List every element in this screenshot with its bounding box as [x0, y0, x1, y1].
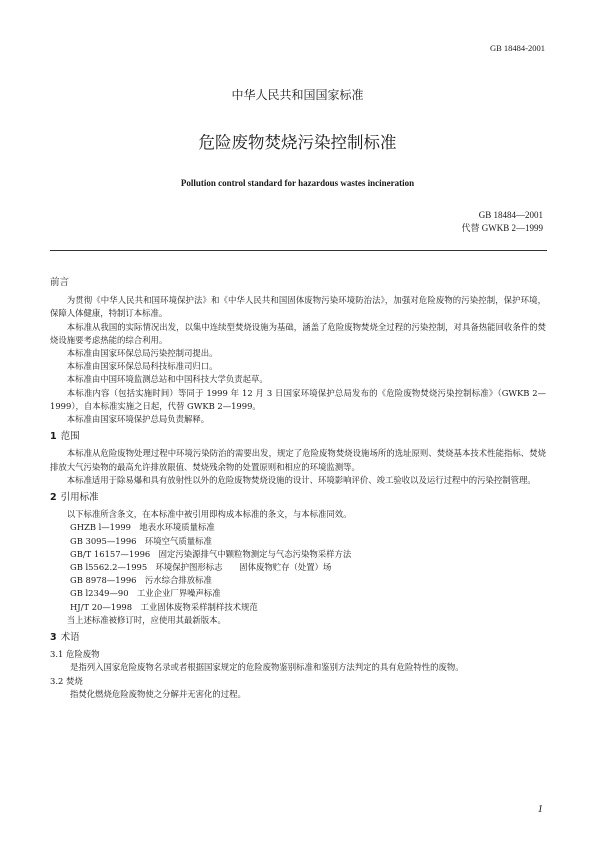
section-1-paragraph: 本标准从危险废物处理过程中环境污染防治的需要出发，规定了危险废物焚烧设施场所的选址原则、焚烧基本技术性能指标、焚烧排放大气污染物的最高允许排放限值、焚烧残余物的处置原则和相应的环境监测等。 [50, 448, 546, 472]
standard-code: GB 18484—2001 [478, 210, 543, 220]
section-number: 3 [50, 632, 57, 644]
foreword-paragraph: 本标准由国家环保总局科技标准司归口。 [66, 361, 218, 372]
foreword-paragraph: 本标准由国家环境保护总局负责解释。 [66, 414, 210, 425]
standard-code-block [462, 209, 544, 235]
section-title: 范围 [60, 431, 80, 443]
reference-item: GB l5562.2—1995 环境保护图形标志 固体废物贮存（处置）场 [70, 562, 332, 573]
document-title-en: Pollution control standard for hazardous wastes incineration [180, 178, 415, 188]
section-2-intro: 以下标准所含条文，在本标准中被引用即构成本标准的条文，与本标准同效。 [66, 509, 352, 520]
foreword-paragraph: 本标准由中国环境监测总站和中国科技大学负责起草。 [66, 374, 268, 385]
section-title: 引用标准 [60, 492, 99, 504]
section-title: 术语 [60, 632, 80, 644]
section-2-outro: 当上述标准被修订时，应使用其最新版本。 [66, 614, 226, 625]
foreword-paragraph: 本标准由国家环保总局污染控制司提出。 [66, 348, 218, 359]
term-label: 3.1 危险废物 [50, 649, 100, 660]
reference-item: GB/T 16157—1996 固定污染源排气中颗粒物测定与气态污染物采样方法 [70, 548, 352, 559]
term-definition: 是指列入国家危险废物名录或者根据国家规定的危险废物鉴别标准和鉴别方法判定的具有危险特性的废物。 [70, 662, 464, 673]
reference-item: GB l2349—90 工业企业厂界噪声标准 [70, 588, 221, 599]
section-1-heading [50, 430, 546, 443]
replaces-code: 代替 GWKB 2—1999 [461, 223, 543, 233]
section-1-paragraph: 本标准适用于除易爆和具有放射性以外的危险废物焚烧设施的设计、环境影响评价、竣工验收以及运行过程中的污染控制管理。 [66, 474, 536, 485]
foreword-paragraph: 为贯彻《中华人民共和国环境保护法》和《中华人民共和国固体废物污染环境防治法》，加强对危险废物的污染控制，保护环境，保障人体健康，特制订本标准。 [50, 295, 546, 319]
header-standard-code: GB 18484-2001 [489, 43, 545, 53]
section-2-heading [50, 491, 546, 504]
reference-item: GHZB l—1999 地表水环境质量标准 [70, 522, 215, 533]
reference-item: GB 3095—1996 环境空气质量标准 [70, 535, 212, 546]
header-divider [50, 250, 547, 251]
document-body [50, 276, 546, 701]
section-number: 1 [50, 431, 57, 443]
foreword-section [50, 294, 546, 426]
reference-item: HJ/T 20—1998 工业固体废物采样制样技术规范 [70, 601, 258, 612]
page-number: 1 [537, 803, 543, 815]
document-title-cn: 危险废物焚烧污染控制标准 [198, 133, 397, 152]
foreword-paragraph: 本标准从我国的实际情况出发，以集中连续型焚烧设施为基础，涵盖了危险废物焚烧全过程的污染控制，对具备热能回收条件的焚烧设施要考虑热能的综合利用。 [50, 321, 546, 345]
section-number: 2 [50, 492, 57, 504]
foreword-paragraph: 本标准内容（包括实施时间）等同于 1999 年 12 月 3 日国家环境保护总局发布的《危险废物焚烧污染控制标准》（GWKB 2—1999），自本标准实施之日起，代替 GWKB 2—1999。 [50, 387, 546, 411]
term-label: 3.2 焚烧 [50, 675, 83, 686]
foreword-heading: 前言 [50, 277, 70, 288]
reference-item: GB 8978—1996 污水综合排放标准 [70, 575, 212, 586]
section-3-heading [50, 631, 546, 644]
national-standard-label: 中华人民共和国国家标准 [231, 88, 364, 102]
term-definition: 指焚化燃烧危险废物使之分解并无害化的过程。 [70, 688, 246, 699]
